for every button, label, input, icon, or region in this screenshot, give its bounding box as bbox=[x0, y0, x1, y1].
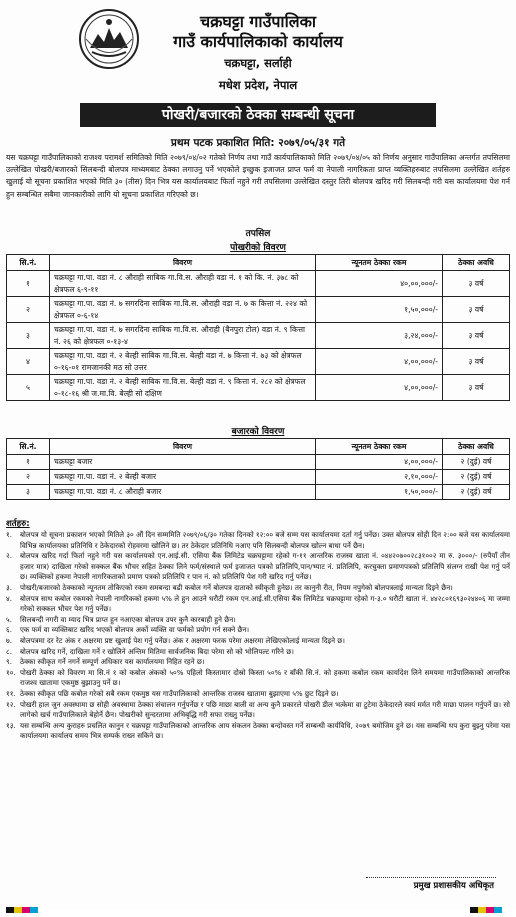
term-number: ५. bbox=[6, 614, 12, 624]
serial-cell: २ bbox=[7, 297, 50, 323]
description-cell: चक्रघट्टा गा.पा. वडा नं. २ बेल्ही साबिक गा.वि.स. बेल्ही वडा नं. ७ कित्ता नं. ७३ को क्षेत्रफल ०-१६-०१ रामजानकी मठ सो उत्तर bbox=[50, 349, 316, 375]
term-number: १३. bbox=[6, 720, 16, 730]
intro-paragraph: यस चक्रघट्टा गाउँपालिकाको राजश्व परामर्श समितिको मिति २०७९/०४/०२ गतेको निर्णय तथा गाउँ कार्यपालिकाको मिति २०७९/०४/०५ को निर्णय अनुसार गाउँपालिका अन्तर्गत तपसिलमा उल्लेखित पोखरी/बजारको सिलबन्दी बोलपत्र माध्यमबाट ठेक्का लगाउनु पर्ने भएकोले इच्छुक इजाजत प्राप्त फर्म वा नेपाली नागरिकता प्राप्त व्यक्तिहरुबाट तपसिलमा उल्लेखित शर्तहरु खुलाई यो सूचना प्रकाशित भएको मिति ३० (तीस) दिन भित्र यस कार्यालयबाट फिर्ता नहुने गरी तपसिलमा उल्लेखित दस्तुर तिरी बोलपत्र खरिद गरी सिलबन्दी गरी यस कार्यालयमा पेश गर्न हुन सम्बन्धित सबैमा जानकारीको लागि यो सूचना प्रकाशित गरिएको छ। bbox=[6, 153, 510, 199]
term-text: एक फर्म वा व्यक्तिबाट खरिद भएको बोलपत्र अर्को व्यक्ति वा फर्मको प्रयोग गर्न सक्ने छैन। bbox=[20, 625, 250, 635]
office-name: गाउँ कार्यपालिकाको कार्यालय bbox=[173, 32, 343, 51]
amount-cell: ४,००,०००/- bbox=[316, 375, 443, 401]
description-cell: चक्रघट्टा गा.पा. वडा नं. ७ सगरदिना साबिक गा.वि.स. औराही वडा नं. ७ क कित्ता नं. २२४ को क्षेत्रफल ०-६-१४ bbox=[50, 297, 316, 323]
duration-cell: ३ वर्ष bbox=[443, 297, 510, 323]
list-item bbox=[6, 615, 510, 626]
list-item bbox=[6, 583, 510, 594]
serial-cell: ३ bbox=[7, 323, 50, 349]
signatory-title: प्रमुख प्रशासकीय अधिकृत bbox=[413, 881, 494, 891]
amount-cell: ४,००,०००/- bbox=[316, 455, 443, 470]
term-text: बोलपत्र खरिद गर्ने, दाखिला गर्ने र खोलिने अन्तिम मितिमा सार्वजनिक बिदा परेमा सो को भोलिपल्ट गरिने छ। bbox=[20, 646, 294, 656]
duration-cell: २ (दुई) वर्ष bbox=[443, 485, 510, 500]
duration-cell: ३ वर्ष bbox=[443, 271, 510, 297]
duration-cell: २ (दुई) वर्ष bbox=[443, 470, 510, 485]
table-row bbox=[7, 470, 510, 485]
column-header: विवरण bbox=[50, 439, 316, 455]
print-color-marks-right bbox=[470, 898, 510, 904]
serial-cell: ३ bbox=[7, 485, 50, 500]
office-location: चक्रघट्टा, सर्लाही bbox=[224, 56, 292, 70]
term-text: बोलपत्र साथ कबोल रकमको नेपाली नागरिकको हकमा ५% ले हुन आउने धरौटी रकम एन.आई.सी.एसिया बैंक लिमिटेड चक्रघट्टामा रहेको ग-३.० धरौटी खाता नं. ४४२८०१६९३०२४४०६ मा जम्मा गरेको सक्कल भौचर पेश गर्नु पर्नेछ। bbox=[20, 593, 510, 614]
table-row bbox=[7, 297, 510, 323]
term-text: पोखरी हाल जुन अवस्थामा छ सोही अवस्थामा ठेक्का संचालन गर्नुपर्नेछ र पछि माछा बाली वा अन्य कुनै प्रकारले पोखरी डील भत्केमा वा टुटेमा ठेकेदारले स्वयं मर्मत गरी माछा पालन गर्नुपर्ने छ। सो लागेको खर्च गाउँपालिकाले बेहोर्ने छैन। पोखरीको सुन्दरतामा अभिबृद्धि गरी सफा राख्नु पर्नेछ। bbox=[20, 699, 510, 720]
term-number: १. bbox=[6, 530, 12, 539]
description-cell: चक्रघट्टा गा.पा. वडा नं. ७ सगरदिना साबिक गा.वि.स. औराही (बैनपुरा टोल) वडा नं. ९ कित्ता नं. २६ को क्षेत्रफल ०-१३-४ bbox=[50, 323, 316, 349]
description-cell: चक्रघट्टा गा.पा. वडा नं. २ बेल्ही साबिक गा.वि.स. बेल्ही वडा नं. ९ कित्ता नं. २८२ को क्षेत्रफल ०-१८-१६ श्री ज.मा.वि. बेल्ही सो दक्षिण bbox=[50, 375, 316, 401]
amount-cell: ४०,००,०००/- bbox=[316, 271, 443, 297]
table-row bbox=[7, 375, 510, 401]
column-header: न्यूनतम ठेक्का रकम bbox=[316, 255, 443, 271]
table-row bbox=[7, 349, 510, 375]
serial-cell: ४ bbox=[7, 349, 50, 375]
column-header: सि.नं. bbox=[7, 255, 50, 271]
term-text: ठेक्का स्वीकृत गर्ने नगर्ने सम्पूर्ण अधिकार यस कार्यालयमा निहित रहने छ। bbox=[20, 657, 205, 667]
list-item bbox=[6, 625, 510, 636]
description-cell: चक्रघट्टा गा.पा. वडा नं. ८ औराही बजार bbox=[50, 485, 316, 500]
term-number: ८. bbox=[6, 646, 12, 656]
schedule-heading: तपसिल bbox=[245, 229, 271, 239]
terms-list bbox=[6, 530, 510, 742]
term-text: बोलपत्रमा दर रेट अंक र अक्षरमा प्रष्ट खुलाई पेश गर्नु पर्नेछ। अंक र अक्षरमा फरक परेमा अक्षरमा लेखिएकोलाई मान्यता दिइने छ। bbox=[20, 635, 345, 645]
notice-title: पोखरी/बजारको ठेक्का सम्बन्धी सूचना bbox=[80, 103, 436, 127]
list-item bbox=[6, 700, 510, 721]
print-color-marks-left bbox=[6, 898, 46, 904]
markets-section-title: बजारको विवरण bbox=[231, 427, 285, 437]
term-number: ७. bbox=[6, 635, 12, 645]
publication-date: प्रथम पटक प्रकाशित मिति: २०७९/०५/३१ गते bbox=[170, 137, 346, 149]
term-text: सिलबन्दी नगरी वा म्याद भित्र प्राप्त हुन नआएका बोलपत्र उपर कुनै कारबाही हुने छैन। bbox=[20, 614, 236, 624]
terms-heading: शर्तहरु: bbox=[6, 519, 30, 529]
list-item bbox=[6, 551, 510, 583]
term-text: बोलपत्र खरिद गर्दा फिर्ता नहुने गरी यस कार्यालयको एन.आई.सी. एसिया बैंक लिमिटेड चक्रघट्टामा रहेको ग-११ आन्तरिक राजस्व खाता नं. ०४४२०७००२८३१००२ मा रु. ३०००/- (रुपैयाँ तीन हजार मात्र) दाखिला गरेको सक्कल बैंक भौचर सहित ठेक्का लिने फर्म/संस्थाले फर्म इजाजत पत्रको प्रतिलिपि,पान/भ्याट नं. प्रतिलिपि, करचुक्ता प्रमाणपत्रको प्रतिलिपि संलग्न राखी पेश गर्नु पर्ने छ। व्यक्तिको हकमा नेपाली नागरिकताको प्रमाण पत्रको प्रतिलिपि र पान नं. को प्रतिलिपि पेश गरी खरिद गर्नु पर्नेछ। bbox=[20, 551, 510, 582]
term-number: ४. bbox=[6, 593, 12, 603]
amount-cell: २,१०,०००/- bbox=[316, 470, 443, 485]
list-item bbox=[6, 530, 510, 551]
term-number: १०. bbox=[6, 667, 16, 677]
description-cell: चक्रघट्टा गा.पा. वडा नं. २ बेल्ही बजार bbox=[50, 470, 316, 485]
column-header: सि.नं. bbox=[7, 439, 50, 455]
serial-cell: ५ bbox=[7, 375, 50, 401]
duration-cell: ३ वर्ष bbox=[443, 349, 510, 375]
markets-table bbox=[6, 438, 510, 500]
list-item bbox=[6, 721, 510, 742]
table-row bbox=[7, 323, 510, 349]
term-text: बोलपत्र यो सूचना प्रकाशन भएको मितिले ३० औं दिन सम्ममिति २०७९/०६/३० गतेका दिनको १२:०० बजे सम्म यस कार्यालयमा दर्ता गर्नु पर्नेछ। उक्त बोलपत्र सोही दिन २:०० बजे यस कार्यालयमा विभिन्न कार्यालयका प्रतिनिधि र ठेकेदारको रोहवरमा खोलिने छ। तर ठेकेदार प्रतिनिधि नआए पनि सिलबन्दी बोलपत्र खोल्न बाधा पर्ने छैन। bbox=[20, 530, 510, 550]
list-item bbox=[6, 668, 510, 689]
column-header: ठेक्का अवधि bbox=[443, 439, 510, 455]
term-number: ९. bbox=[6, 657, 12, 667]
list-item bbox=[6, 647, 510, 658]
office-province: मधेश प्रदेश, नेपाल bbox=[218, 78, 298, 92]
description-cell: चक्रघट्टा बजार bbox=[50, 455, 316, 470]
serial-cell: १ bbox=[7, 455, 50, 470]
ponds-section-title: पोखरीको विवरण bbox=[230, 243, 286, 253]
term-text: पोखरी ठेक्का को विवरण मा सि.नं १ को कबोल अंकको ५०% पहिलो किस्तामार दोस्रो किस्ता ५०% र बाँकी सि.नं. को हकमा कबोल रकम कार्यादेश लिने समयमा गाउँपालिकाको आन्तरिक राजश्व खातामा एकमुष्ठ बुझाउनु पर्ने छ। bbox=[20, 667, 510, 688]
description-cell: चक्रघट्टा गा.पा. वडा नं. ८ औराही साबिक गा.वि.स. औराही वडा नं. १ को कि. नं. ३७८ को क्षेत्रफल ६-९-११ bbox=[50, 271, 316, 297]
list-item bbox=[6, 689, 510, 700]
amount-cell: ३,२४,०००/- bbox=[316, 323, 443, 349]
term-text: पोखरी/बजारको ठेक्काको न्यूनतम तोकिएको रकम समबन्दा बढी कबोल गर्ने बोलपत्र दाताको स्वीकृती हुनेछ। तर कानुनी रीत, नियम नपुगेको बोलपत्रलाई मान्यता दिइने छैन। bbox=[20, 582, 453, 592]
table-row bbox=[7, 271, 510, 297]
serial-cell: २ bbox=[7, 470, 50, 485]
list-item bbox=[6, 636, 510, 647]
duration-cell: ३ वर्ष bbox=[443, 323, 510, 349]
serial-cell: १ bbox=[7, 271, 50, 297]
table-row bbox=[7, 485, 510, 500]
list-item bbox=[6, 594, 510, 615]
amount-cell: ४,००,०००/- bbox=[316, 349, 443, 375]
duration-cell: ३ वर्ष bbox=[443, 375, 510, 401]
term-number: २. bbox=[6, 551, 12, 561]
table-header-row bbox=[7, 255, 510, 271]
term-number: ६. bbox=[6, 625, 12, 635]
term-number: ११. bbox=[6, 688, 16, 698]
amount-cell: १,५०,०००/- bbox=[316, 485, 443, 500]
term-number: ३. bbox=[6, 582, 12, 592]
column-header: ठेक्का अवधि bbox=[443, 255, 510, 271]
column-header: विवरण bbox=[50, 255, 316, 271]
table-row bbox=[7, 455, 510, 470]
signature-line bbox=[366, 877, 496, 878]
column-header: न्यूनतम ठेक्का रकम bbox=[316, 439, 443, 455]
amount-cell: १,५०,०००/- bbox=[316, 297, 443, 323]
duration-cell: २ (दुई) वर्ष bbox=[443, 455, 510, 470]
term-number: १२. bbox=[6, 699, 16, 709]
table-header-row bbox=[7, 439, 510, 455]
municipality-name: चक्रघट्टा गाउँपालिका bbox=[199, 12, 317, 31]
term-text: यस सम्बन्धि अन्य कुराहरु प्रचलित कानुन र चक्रघट्टा गाउँपालिकाको आन्तरिक आय संकलन ठेक्का बन्दोवस्त गर्ने सम्बन्धी कार्यविधि, २०७९ बमोजिम हुने छ। यस सम्बन्धि थप कुरा बुझ्नु परेमा यस कार्यालयमा कार्यालय समय भित्र सम्पर्क राख्न सकिने छ। bbox=[20, 720, 510, 741]
ponds-table bbox=[6, 254, 510, 401]
term-text: ठेक्का स्वीकृत पछि कबोल गरेको सबै रकम एकमुष्ठ यस गाउँपालिकाको आन्तरिक राजस्व खातामा बुझाएमा ५% छुट दिइने छ। bbox=[20, 688, 339, 698]
list-item bbox=[6, 657, 510, 668]
